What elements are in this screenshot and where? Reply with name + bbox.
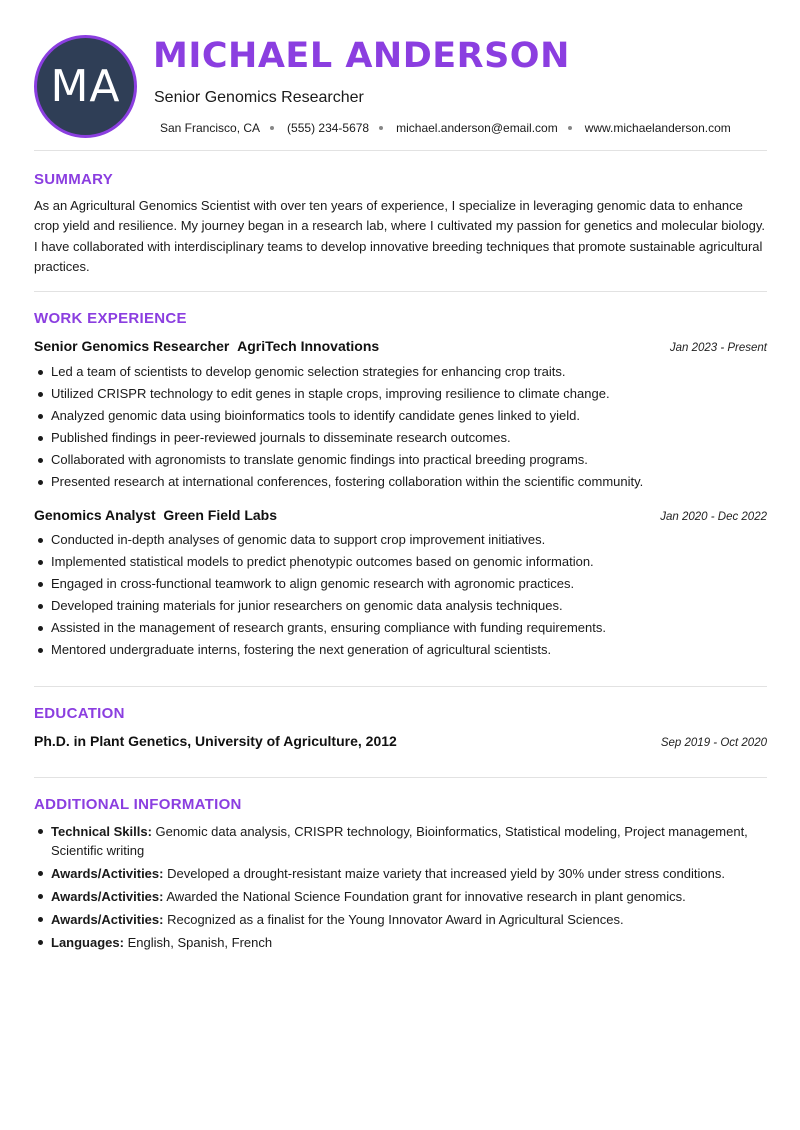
list-item: Published findings in peer-reviewed journals to disseminate research outcomes. xyxy=(34,430,774,452)
info-label: Technical Skills: xyxy=(51,824,152,839)
job-header xyxy=(34,507,767,523)
candidate-name: MICHAEL ANDERSON xyxy=(153,36,570,76)
job-bullets xyxy=(34,364,774,496)
list-item xyxy=(34,910,774,929)
job-company: AgriTech Innovations xyxy=(237,338,380,354)
divider xyxy=(34,291,767,292)
education-entry xyxy=(34,733,767,749)
list-item: Mentored undergraduate interns, fostering the next generation of agricultural scientists. xyxy=(34,642,774,664)
education-degree: Ph.D. in Plant Genetics, University of Agriculture, 2012 xyxy=(34,733,397,749)
list-item: Collaborated with agronomists to translate genomic findings into practical breeding programs. xyxy=(34,452,774,474)
candidate-title: Senior Genomics Researcher xyxy=(154,89,364,106)
contact-email[interactable]: michael.anderson@email.com xyxy=(396,121,558,135)
education-dates: Sep 2019 - Oct 2020 xyxy=(660,737,767,749)
experience-heading: WORK EXPERIENCE xyxy=(34,310,187,327)
contact-phone[interactable]: (555) 234-5678 xyxy=(287,121,370,135)
info-label: Awards/Activities: xyxy=(51,866,164,881)
list-item: Utilized CRISPR technology to edit genes in staple crops, improving resilience to climate change. xyxy=(34,386,774,408)
info-text: Recognized as a finalist for the Young Innovator Award in Agricultural Sciences. xyxy=(167,912,624,927)
job-bullets xyxy=(34,532,774,664)
job-role: Senior Genomics Researcher xyxy=(34,338,230,354)
job-dates: Jan 2023 - Present xyxy=(669,342,767,354)
separator-dot-icon xyxy=(568,126,572,130)
additional-list xyxy=(34,822,774,956)
additional-heading: ADDITIONAL INFORMATION xyxy=(34,796,242,813)
list-item: Developed training materials for junior researchers on genomic data analysis techniques. xyxy=(34,598,774,620)
summary-text: As an Agricultural Genomics Scientist with over ten years of experience, I specialize in leveraging genomic data to enhance crop yield and resilience. My journey began in a research lab, where I cultivated my passion for genetics and molecular biology. I have collaborated with interdisciplinary teams to develop innovative breeding techniques that promote sustainable agricultural practices. xyxy=(34,198,766,275)
contact-location: San Francisco, CA xyxy=(160,121,261,135)
info-label: Awards/Activities: xyxy=(51,912,164,927)
contact-website[interactable]: www.michaelanderson.com xyxy=(584,121,731,135)
info-label: Awards/Activities: xyxy=(51,889,164,904)
avatar-initials: MA xyxy=(50,61,121,112)
list-item: Implemented statistical models to predict phenotypic outcomes based on genomic information. xyxy=(34,554,774,576)
summary-heading: SUMMARY xyxy=(34,171,114,188)
list-item: Conducted in-depth analyses of genomic data to support crop improvement initiatives. xyxy=(34,532,774,554)
list-item: Assisted in the management of research grants, ensuring compliance with funding requirements. xyxy=(34,620,774,642)
divider xyxy=(34,686,767,687)
separator-dot-icon xyxy=(270,126,274,130)
divider xyxy=(34,777,767,778)
list-item xyxy=(34,887,774,906)
job-dates: Jan 2020 - Dec 2022 xyxy=(660,511,767,523)
info-text: English, Spanish, French xyxy=(127,935,273,950)
list-item: Engaged in cross-functional teamwork to align genomic research with agronomic practices. xyxy=(34,576,774,598)
list-item xyxy=(34,822,774,860)
list-item xyxy=(34,933,774,952)
info-label: Languages: xyxy=(51,935,124,950)
contact-bar xyxy=(160,121,731,135)
avatar xyxy=(34,35,137,138)
separator-dot-icon xyxy=(379,126,383,130)
list-item: Led a team of scientists to develop genomic selection strategies for enhancing crop traits. xyxy=(34,364,774,386)
education-heading: EDUCATION xyxy=(34,705,125,722)
info-text: Awarded the National Science Foundation grant for innovative research in plant genomics. xyxy=(166,889,686,904)
list-item: Presented research at international conferences, fostering collaboration within the scientific community. xyxy=(34,474,774,496)
job-company: Green Field Labs xyxy=(163,507,278,523)
job-role: Genomics Analyst xyxy=(34,507,156,523)
info-text: Genomic data analysis, CRISPR technology, Bioinformatics, Statistical modeling, Project management, Scientific writing xyxy=(51,824,748,858)
info-text: Developed a drought-resistant maize variety that increased yield by 30% under stress conditions. xyxy=(167,866,725,881)
list-item: Analyzed genomic data using bioinformatics tools to identify candidate genes linked to yield. xyxy=(34,408,774,430)
divider xyxy=(34,150,767,151)
list-item xyxy=(34,864,774,883)
job-header xyxy=(34,338,767,354)
